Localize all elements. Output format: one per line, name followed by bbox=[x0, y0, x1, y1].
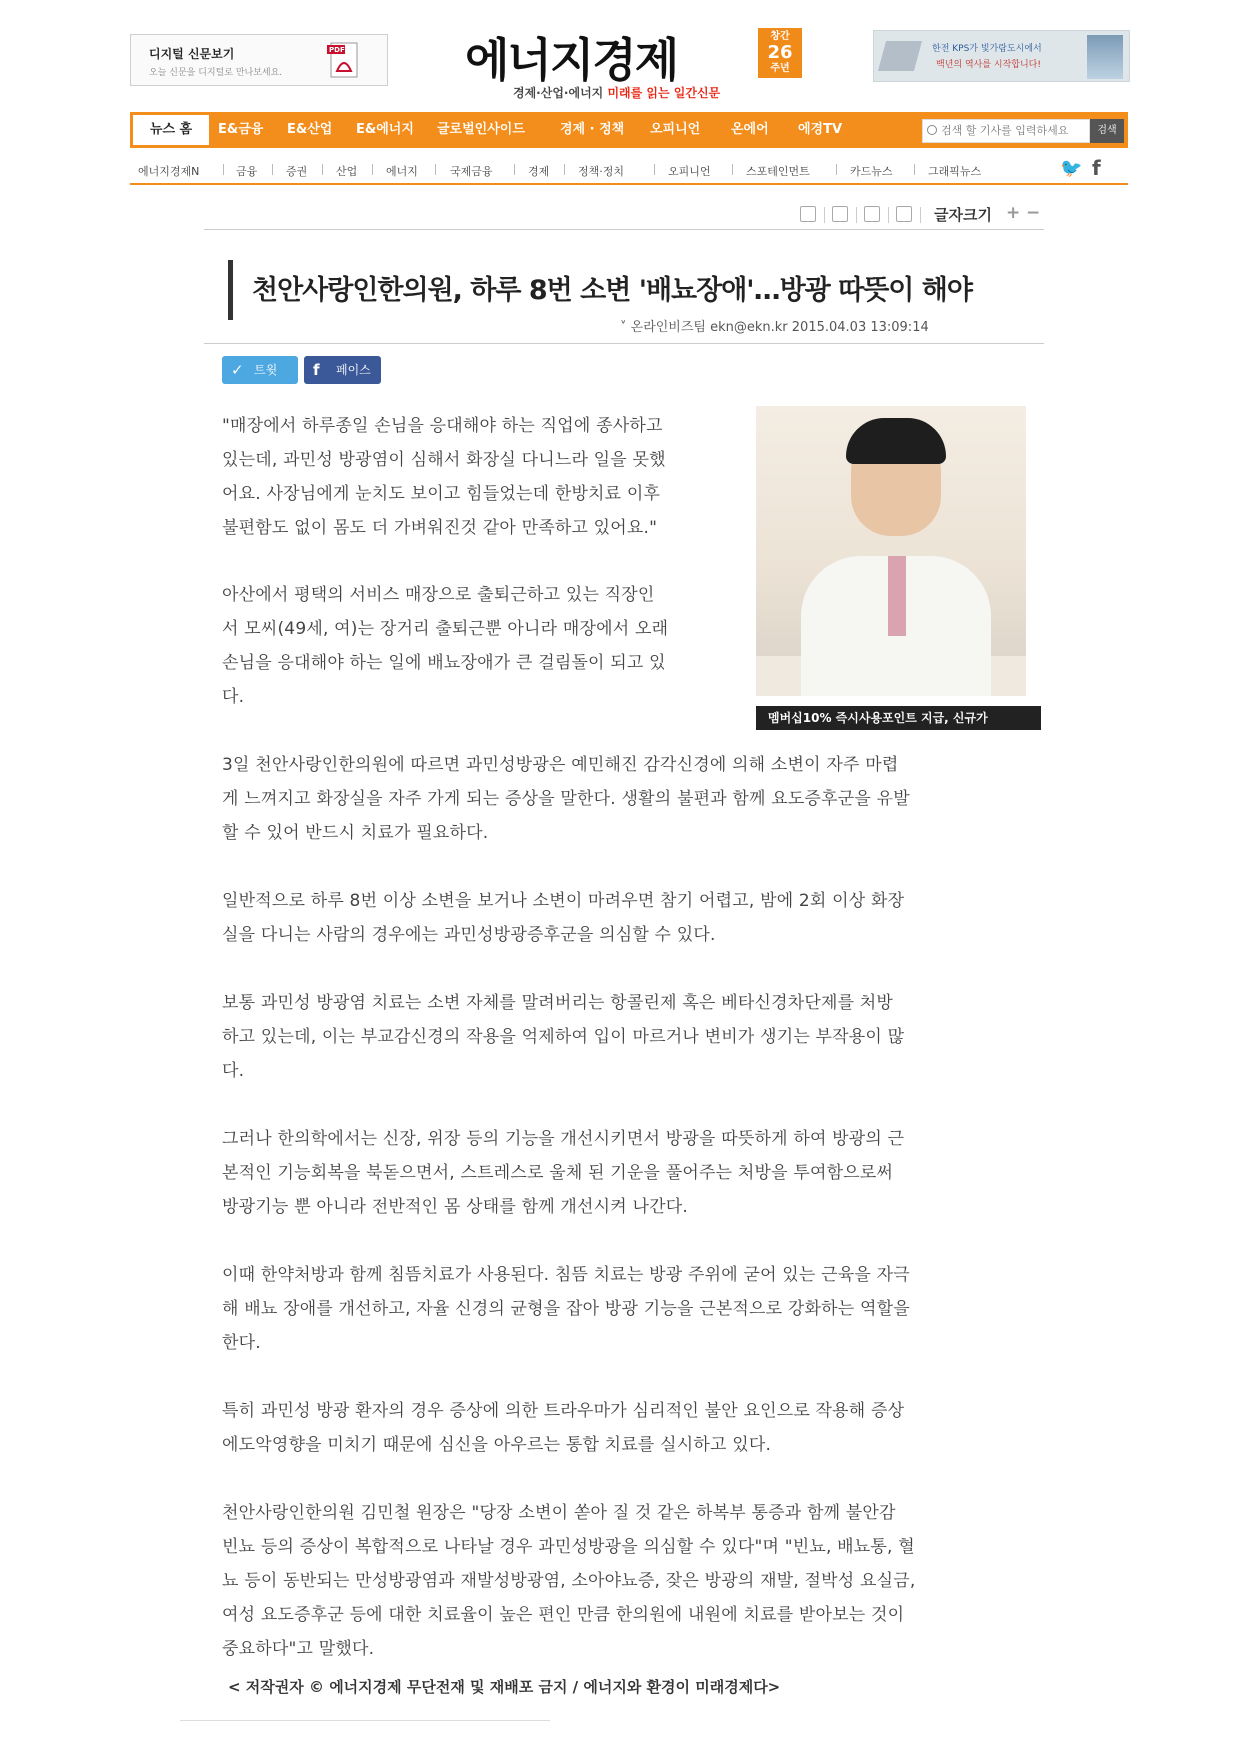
svg-text:PDF: PDF bbox=[329, 46, 345, 54]
separator bbox=[223, 164, 224, 175]
subnav-item[interactable]: 산업 bbox=[336, 165, 358, 178]
photo-hair bbox=[846, 418, 946, 464]
article-paragraph bbox=[222, 409, 752, 545]
nav-item-onair[interactable]: 온에어 bbox=[731, 122, 769, 137]
divider bbox=[204, 229, 1044, 230]
article-paragraph bbox=[222, 748, 1042, 850]
font-decrease-button[interactable]: − bbox=[1026, 203, 1041, 223]
share-twitter-button[interactable] bbox=[222, 356, 298, 384]
nav-news-home[interactable]: 뉴스 홈 bbox=[133, 115, 209, 145]
divider bbox=[180, 1720, 550, 1721]
separator bbox=[732, 164, 733, 175]
subnav-item[interactable]: 금융 bbox=[236, 165, 258, 178]
separator bbox=[322, 164, 323, 175]
nav-item-energy[interactable]: E&에너지 bbox=[356, 122, 414, 137]
share-facebook-label: 페이스북 bbox=[336, 363, 371, 405]
separator bbox=[272, 164, 273, 175]
subnav-item[interactable]: 스포테인먼트 bbox=[746, 165, 810, 178]
paragraph-line: 이때 한약처방과 함께 침뜸치료가 사용된다. 침뜸 치료는 방광 주위에 굳어 있는 근육을 자극 bbox=[222, 1265, 910, 1285]
digital-subtitle: 오늘 신문을 디지털로 만나보세요. bbox=[149, 68, 283, 78]
separator bbox=[824, 207, 825, 223]
paragraph-line: 본적인 기능회복을 북돋으면서, 스트레스로 울체 된 기운을 풀어주는 처방을 투여함으로써 bbox=[222, 1163, 894, 1183]
paragraph-line: 불편함도 없이 몸도 더 가벼워진것 같아 만족하고 있어요." bbox=[222, 518, 658, 538]
paragraph-line: 한다. bbox=[222, 1333, 261, 1353]
anniversary-bottom: 주년 bbox=[770, 63, 790, 74]
article-byline: ˅ 온라인비즈팀 ekn@ekn.kr 2015.04.03 13:09:14 bbox=[620, 320, 929, 335]
digital-title: 디지털 신문보기 bbox=[149, 47, 235, 61]
article-paragraph bbox=[222, 884, 1042, 952]
article-paragraph bbox=[222, 1394, 1042, 1462]
paragraph-line: 어요. 사장님에게 눈치도 보이고 힘들었는데 한방치료 이후 bbox=[222, 484, 661, 504]
subnav-item[interactable]: 그래픽뉴스 bbox=[928, 165, 982, 178]
banner-graphic bbox=[878, 41, 922, 71]
copy-icon[interactable] bbox=[864, 206, 880, 222]
banner-line-1: 한전 KPS가 빛가람도시에서 bbox=[932, 44, 1042, 54]
subnav-item[interactable]: 카드뉴스 bbox=[850, 165, 893, 178]
banner-line-2: 백년의 역사를 시작합니다! bbox=[936, 60, 1041, 70]
headline-accent-bar bbox=[228, 260, 233, 320]
divider bbox=[204, 343, 1044, 344]
paragraph-line: 하고 있는데, 이는 부교감신경의 작용을 억제하여 입이 마르거나 변비가 생기는 부작용이 많 bbox=[222, 1027, 905, 1047]
sub-nav bbox=[130, 155, 1128, 185]
separator bbox=[654, 164, 655, 175]
subnav-item[interactable]: 오피니언 bbox=[668, 165, 711, 178]
search-placeholder: 검색 할 기사를 입력하세요 bbox=[941, 124, 1069, 137]
nav-item-ekn-tv[interactable]: 에경TV bbox=[798, 122, 843, 137]
font-increase-button[interactable]: + bbox=[1006, 203, 1021, 223]
logo-text: 에너지경제 bbox=[465, 33, 678, 87]
top-header bbox=[130, 30, 1130, 100]
paragraph-line: 에도악영향을 미치기 때문에 심신을 아우르는 통합 치료를 실시하고 있다. bbox=[222, 1435, 772, 1455]
share-twitter-label: 트윗 bbox=[254, 363, 278, 377]
paragraph-line: 다. bbox=[222, 1061, 245, 1081]
tagline-part-a: 경제·산업·에너지 bbox=[513, 86, 604, 100]
subnav-item[interactable]: 증권 bbox=[286, 165, 308, 178]
article-paragraph bbox=[222, 986, 1042, 1088]
article-paragraph bbox=[222, 1122, 1042, 1224]
photo-caption: 멤버십10% 즉시사용포인트 지급, 신규가 bbox=[756, 706, 1041, 730]
facebook-f-icon: f bbox=[313, 361, 320, 379]
search-icon bbox=[927, 125, 937, 135]
paragraph-line: 아산에서 평택의 서비스 매장으로 출퇴근하고 있는 직장인 bbox=[222, 585, 655, 605]
article-photo bbox=[756, 406, 1026, 696]
separator bbox=[920, 207, 921, 223]
paragraph-line: 게 느껴지고 화장실을 자주 가게 되는 증상을 말한다. 생활의 불편과 함께 요도증후군을 유발 bbox=[222, 789, 910, 809]
site-logo[interactable] bbox=[465, 24, 677, 90]
nav-item-global-inside[interactable]: 글로벌인사이드 bbox=[437, 122, 525, 137]
facebook-icon[interactable]: f bbox=[1092, 156, 1101, 180]
ad-banner[interactable] bbox=[873, 30, 1130, 82]
paragraph-line: 천안사랑인한의원 김민철 원장은 "당장 소변이 쏟아 질 것 같은 하복부 통증과 함께 불안감 bbox=[222, 1503, 896, 1523]
paragraph-line: 보통 과민성 방광염 치료는 소변 자체를 말려버리는 항콜린제 혹은 베타신경차단제를 처방 bbox=[222, 993, 894, 1013]
photo-tie bbox=[888, 556, 906, 636]
paragraph-line: 중요하다"고 말했다. bbox=[222, 1639, 375, 1659]
paragraph-line: 해 배뇨 장애를 개선하고, 자율 신경의 균형을 잡아 방광 기능을 근본적으로 강화하는 역할을 bbox=[222, 1299, 910, 1319]
subnav-item[interactable]: 에너지 bbox=[386, 165, 418, 178]
pdf-icon bbox=[327, 41, 361, 79]
anniversary-top: 창간 bbox=[770, 31, 790, 42]
subnav-item[interactable]: 국제금융 bbox=[450, 165, 493, 178]
list-icon[interactable] bbox=[896, 206, 912, 222]
subnav-item[interactable]: 정책·정치 bbox=[578, 165, 625, 178]
share-facebook-button[interactable] bbox=[304, 356, 381, 405]
twitter-bird-icon: ✓ bbox=[231, 361, 244, 379]
separator bbox=[856, 207, 857, 223]
font-size-label: 글자크기 bbox=[934, 206, 992, 224]
site-tagline bbox=[513, 84, 720, 101]
paragraph-line: 일반적으로 하루 8번 이상 소변을 보거나 소변이 마려우면 참기 어렵고, 밤에 2회 이상 화장 bbox=[222, 891, 905, 911]
article-paragraph bbox=[222, 1496, 1042, 1666]
nav-item-economy-policy[interactable]: 경제 · 정책 bbox=[560, 122, 625, 137]
twitter-icon[interactable]: 🐦 bbox=[1060, 158, 1083, 179]
copyright-notice: < 저작권자 © 에너지경제 무단전재 및 재배포 금지 / 에너지와 환경이 미래경제다> bbox=[228, 1678, 781, 1696]
search-input[interactable] bbox=[922, 119, 1090, 143]
paragraph-line: 할 수 있어 반드시 치료가 필요하다. bbox=[222, 823, 489, 843]
paragraph-line: 빈뇨 등의 증상이 복합적으로 나타날 경우 과민성방광을 의심할 수 있다"며 "빈뇨, 배뇨통, 혈 bbox=[222, 1537, 915, 1557]
paragraph-line: 뇨 등이 동반되는 만성방광염과 재발성방광염, 소아야뇨증, 잦은 방광의 재발, 절박성 요실금, bbox=[222, 1571, 916, 1591]
paragraph-line: 여성 요도증후군 등에 대한 치료율이 높은 편인 만큼 한의원에 내원에 치료를 받아보는 것이 bbox=[222, 1605, 905, 1625]
paragraph-line: 방광기능 뿐 아니라 전반적인 몸 상태를 함께 개선시켜 나간다. bbox=[222, 1197, 688, 1217]
paragraph-line: 있는데, 과민성 방광염이 심해서 화장실 다니느라 일을 못했 bbox=[222, 450, 666, 470]
paragraph-line: 손님을 응대해야 하는 일에 배뇨장애가 큰 걸림돌이 되고 있 bbox=[222, 653, 666, 673]
article-toolbar bbox=[800, 203, 1045, 227]
separator bbox=[914, 164, 915, 175]
article-headline: 천안사랑인한의원, 하루 8번 소변 '배뇨장애'…방광 따뜻이 해야 bbox=[252, 275, 972, 306]
nav-item-opinion[interactable]: 오피니언 bbox=[650, 122, 701, 137]
subnav-item[interactable]: 에너지경제N bbox=[138, 165, 200, 178]
paragraph-line: 다. bbox=[222, 687, 245, 707]
email-icon[interactable] bbox=[832, 206, 848, 222]
paragraph-line: 그러나 한의학에서는 신장, 위장 등의 기능을 개선시키면서 방광을 따뜻하게 하여 방광의 근 bbox=[222, 1129, 905, 1149]
tagline-part-b: 미래를 읽는 일간신문 bbox=[607, 86, 721, 100]
nav-item-finance[interactable]: E&금융 bbox=[218, 122, 264, 137]
separator bbox=[564, 164, 565, 175]
paragraph-line: 실을 다니는 사람의 경우에는 과민성방광증후군을 의심할 수 있다. bbox=[222, 925, 716, 945]
paragraph-line: 서 모씨(49세, 여)는 장거리 출퇴근뿐 아니라 매장에서 오래 bbox=[222, 619, 669, 639]
digital-newspaper-link[interactable] bbox=[130, 34, 388, 86]
banner-building-image bbox=[1087, 35, 1123, 79]
anniversary-badge bbox=[758, 28, 802, 78]
anniversary-number: 26 bbox=[767, 42, 793, 63]
article-paragraph bbox=[222, 578, 752, 714]
separator bbox=[435, 164, 436, 175]
article-paragraph bbox=[222, 1258, 1042, 1360]
paragraph-line: 특히 과민성 방광 환자의 경우 증상에 의한 트라우마가 심리적인 불안 요인으로 작용해 증상 bbox=[222, 1401, 905, 1421]
nav-item-industry[interactable]: E&산업 bbox=[287, 122, 333, 137]
separator bbox=[836, 164, 837, 175]
search-button[interactable]: 검색 bbox=[1090, 119, 1124, 143]
main-nav bbox=[130, 112, 1128, 148]
paragraph-line: 3일 천안사랑인한의원에 따르면 과민성방광은 예민해진 감각신경에 의해 소변이 자주 마렵 bbox=[222, 755, 899, 775]
separator bbox=[514, 164, 515, 175]
paragraph-line: "매장에서 하루종일 손님을 응대해야 하는 직업에 종사하고 bbox=[222, 416, 663, 436]
print-icon[interactable] bbox=[800, 206, 816, 222]
separator bbox=[372, 164, 373, 175]
separator bbox=[888, 207, 889, 223]
subnav-item[interactable]: 경제 bbox=[528, 165, 550, 178]
